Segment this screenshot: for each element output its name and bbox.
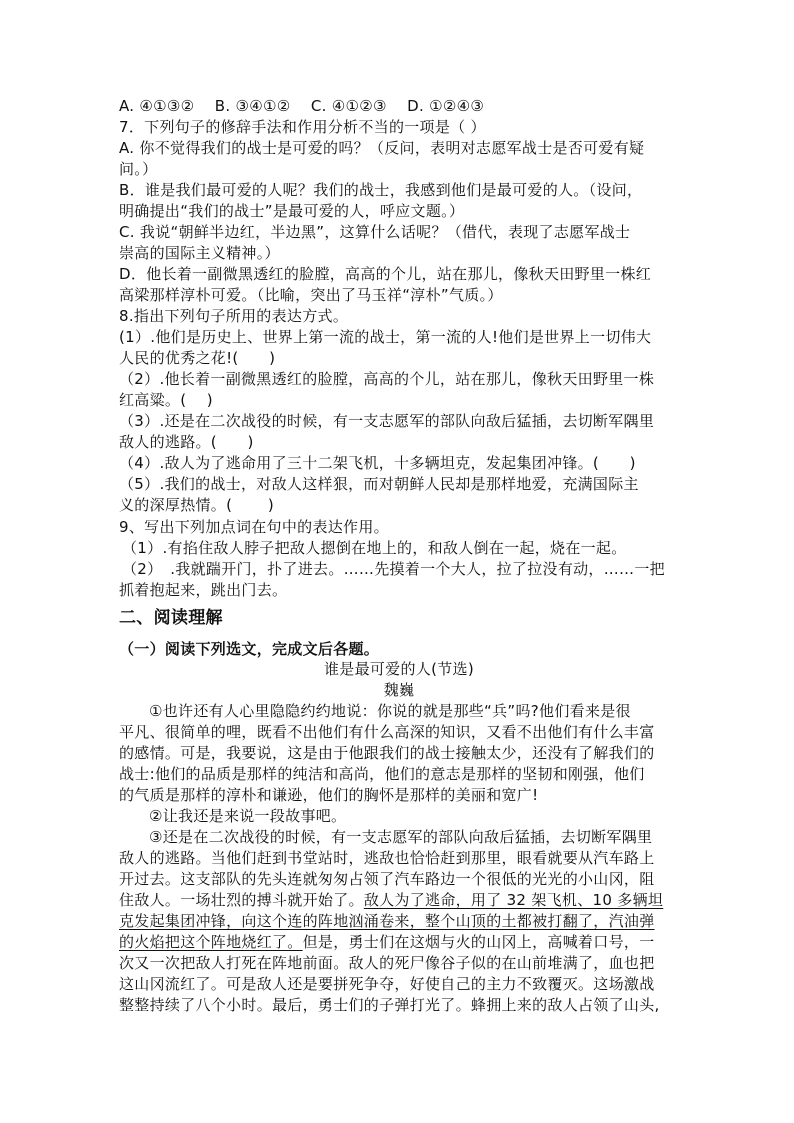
paragraph-3-line6 <box>119 932 655 952</box>
q7-option-a-line2: 问。） <box>119 160 158 178</box>
q8-sentence-1-line1: (1）.他们是历史上、世界上第一流的战士，第一流的人!他们是世界上一切伟大 <box>119 328 652 346</box>
q8-stem: 8.指出下列句子所用的表达方式。 <box>119 307 349 325</box>
q8-sentence-3-line2: 敌人的逃路。( ) <box>119 433 254 451</box>
paragraph-1-line2: 平凡、很简单的哩，既看不出他们有什么高深的知识，又看不出他们有什么丰富 <box>119 723 655 741</box>
q8-sentence-5-line2: 义的深厚热情。( ) <box>119 496 275 514</box>
q8-sentence-2-line2: 红高粱。( ) <box>119 391 213 409</box>
q7-option-d-line2: 高梁那样淳朴可爱。（比喻，突出了马玉祥“淳朴”气质。） <box>119 286 503 304</box>
q9-stem: 9、写出下列加点词在句中的表达作用。 <box>119 518 389 536</box>
paragraph-3-line2: 敌人的逃路。当他们赶到书堂站时，逃敌也恰恰赶到那里，眼看就要从汽车路上 <box>119 849 655 867</box>
q8-sentence-1-line2: 人民的优秀之花!( ) <box>119 349 276 367</box>
paragraph-3-line3: 开过去。这支部队的先头连就匆匆占领了汽车路边一个很低的光光的小山冈，阻 <box>119 870 655 888</box>
q7-option-c-line2: 崇高的国际主义精神。） <box>119 244 280 262</box>
q6-options: A. ④①③② B. ③④①② C. ④①②③ D. ①②④③ <box>119 97 485 115</box>
paragraph-3-line7: 次又一次把敌人打死在阵地前面。敌人的死尸像谷子似的在山前堆满了，血也把 <box>119 954 655 972</box>
paragraph-3-line8: 这山冈流红了。可是敌人还是要拼死争夺，好使自己的主力不致覆灭。这场激战 <box>119 975 655 993</box>
section-heading-reading: 二、阅读理解 <box>119 608 223 628</box>
q7-option-c-line1: C. 我说“朝鲜半边红，半边黑”，这算什么话呢？（借代，表现了志愿军战士 <box>119 223 631 241</box>
q7-option-b-line1: B．谁是我们最可爱的人呢？我们的战士，我感到他们是最可爱的人。（设问， <box>119 181 643 199</box>
part-one-heading: （一）阅读下列选文，完成文后各题。 <box>119 640 380 658</box>
q8-sentence-4: （4）.敌人为了逃命用了三十二架飞机，十多辆坦克，发起集团冲锋。( ) <box>119 454 636 472</box>
q9-sentence-2-line1: （2） .我就踹开门，扑了进去。……先摸着一个大人，拉了拉没有动，……一把 <box>122 560 665 578</box>
q7-option-b-line2: 明确提出“我们的战士”是最可爱的人，呼应文题。） <box>119 202 465 220</box>
article-author: 魏巍 <box>383 681 415 699</box>
q8-sentence-5-line1: （5）.我们的战士，对敌人这样狠，而对朝鲜人民却是那样地爱，充满国际主 <box>119 475 639 493</box>
q8-sentence-3-line1: （3）.还是在二次战役的时候，有一支志愿军的部队向敌后猛插，去切断军隅里 <box>119 412 655 430</box>
article-title: 谁是最可爱的人(节选) <box>323 660 474 678</box>
paragraph-3-line1: ③还是在二次战役的时候，有一支志愿军的部队向敌后猛插，去切断军隅里 <box>149 828 653 846</box>
paragraph-1-line5: 的气质是那样的淳朴和谦逊，他们的胸怀是那样的美丽和宽广! <box>119 786 539 804</box>
underlined-sentence-part2: 克发起集团冲锋，向这个连的阵地汹涌卷来，整个山顶的土都被打翻了，汽油弹 <box>119 912 655 930</box>
q7-option-a-line1: A. 你不觉得我们的战士是可爱的吗？（反问，表明对志愿军战士是否可爱有疑 <box>119 139 645 157</box>
paragraph-1-line1: ①也许还有人心里隐隐约约地说：你说的就是那些“兵”吗?他们看来是很 <box>149 702 631 720</box>
q7-stem: 7．下列句子的修辞手法和作用分析不当的一项是（ ） <box>119 118 486 136</box>
q8-sentence-2-line1: （2）.他长着一副微黑透红的脸膛，高高的个儿，站在那儿，像秋天田野里一株 <box>119 370 655 388</box>
paragraph-3-line5 <box>119 911 655 931</box>
underlined-sentence-part3: 的火焰把这个阵地烧红了。 <box>119 933 303 951</box>
paragraph-3-line9: 整整持续了八个小时。最后，勇士们的子弹打光了。蜂拥上来的敌人占领了山头, <box>119 996 660 1014</box>
q9-sentence-2-line2: 抓着抱起来，跳出门去。 <box>119 581 288 599</box>
paragraph-2: ②让我还是来说一段故事吧。 <box>149 807 347 825</box>
q7-option-d-line1: D．他长着一副微黑透红的脸膛，高高的个儿，站在那儿，像秋天田野里一株红 <box>119 265 652 283</box>
paragraph-3-line4 <box>119 890 663 910</box>
underlined-sentence-part1: 敌人为了逃命，用了 32 架飞机、10 多辆坦 <box>363 891 664 909</box>
paragraph-3-line6-plain: 但是，勇士们在这烟与火的山冈上，高喊着口号，一 <box>302 933 655 951</box>
paragraph-3-line4-plain: 住敌人。一场壮烈的搏斗就开始了。 <box>119 891 364 909</box>
q9-sentence-1: （1）.有掐住敌人脖子把敌人摁倒在地上的，和敌人倒在一起，烧在一起。 <box>122 539 627 557</box>
paragraph-1-line3: 的感情。可是，我要说，这是由于他跟我们的战士接触太少，还没有了解我们的 <box>119 744 655 762</box>
paragraph-1-line4: 战士:他们的品质是那样的纯洁和高尚，他们的意志是那样的坚韧和刚强，他们 <box>119 765 645 783</box>
